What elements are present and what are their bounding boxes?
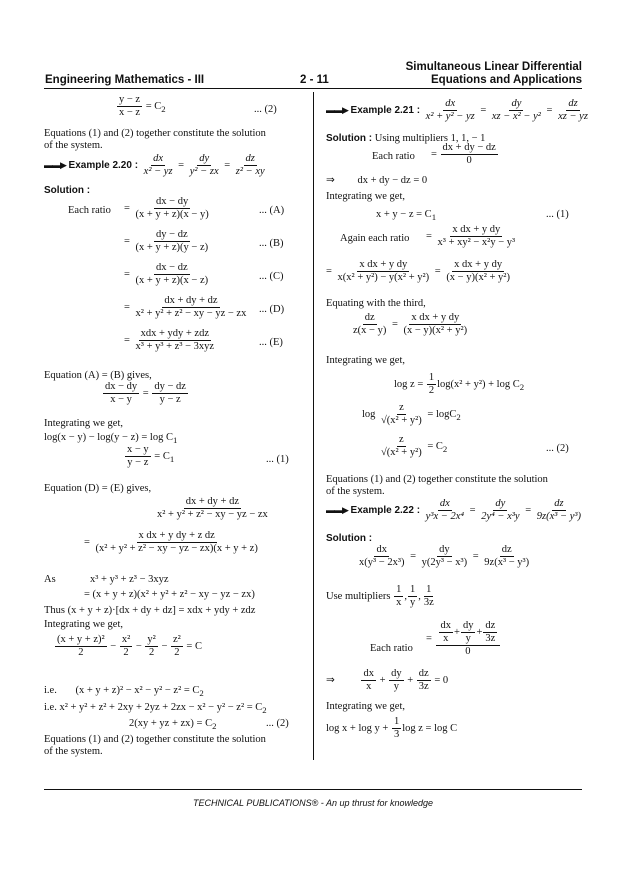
paragraph: Equating with the third,	[326, 298, 426, 309]
again-label: Again each ratio	[340, 233, 410, 244]
thus-line: Thus (x + y + z)·[dx + dy + dz] = xdx + ydy + zdz	[44, 605, 256, 616]
eq-AB: $\frac{dx - dy}{x - y}$ = $\frac{dy - dz}{y - z}$	[105, 381, 186, 405]
eq-label: ... (A)	[259, 205, 285, 216]
column-divider	[313, 92, 314, 760]
each-ratio-label: Each ratio	[68, 205, 111, 216]
paragraph: Equations (1) and (2) together constitute the solution	[44, 128, 266, 139]
eq-label: ... (E)	[259, 337, 283, 348]
chapter-title-line1: Simultaneous Linear Differential	[405, 61, 582, 73]
thus-label: Thus	[44, 605, 65, 616]
paragraph: Integrating we get,	[44, 418, 124, 429]
ratio-B: = $\frac{dy - dz}{(x + y + z)(y - z)}$	[124, 229, 209, 253]
paragraph: Integrating we get,	[326, 191, 406, 202]
arrow-icon: ▬▬▶	[326, 504, 348, 515]
eq-label: ... (2)	[254, 104, 277, 115]
use-multipliers-line: Use multipliers $\frac{1}{x}$ , $\frac{1}{y}$ , $\frac{1}{3z}$	[326, 584, 434, 608]
eq-label: ... (2)	[546, 443, 569, 454]
as-label: As	[44, 574, 56, 585]
implies-line-2: ⇒ $\frac{dx}{x}$ + $\frac{dy}{y}$ + $\frac{dz}{3z}$ = 0	[326, 668, 449, 692]
use-mult-label: Use multipliers	[326, 590, 391, 602]
arrow-icon: ▬▬▶	[44, 159, 66, 170]
implies-symbol: ⇒	[326, 674, 335, 686]
solution-label: Solution :	[44, 185, 91, 196]
eq-label: ... (B)	[259, 238, 284, 249]
eq-label: ... (C)	[259, 271, 284, 282]
implies-line	[326, 174, 427, 187]
eq-label: ... (1)	[266, 454, 289, 465]
example-2-20: ▬▬▶ Example 2.20 : $\frac{dx}{\text{x² − yz}}$ = $\frac{dy}{\text{y² − zx}}$ = $\frac{dz}{\text{z² − xy}}$	[44, 153, 265, 177]
example-2-21: ▬▬▶ Example 2.21 : $\frac{dx}{\text{x² + y² − yz}}$ = $\frac{dy}{\text{xz − x² − y²}}$ = $\frac{dz}{xz - yz}$	[326, 98, 588, 122]
ratio-222: $\frac{dx}{\text{x(y³ − 2x³)}}$ = $\frac{dy}{\text{y(2y³ − x³)}}$ = $\frac{dz}{\text{9z(x³ − y³)}}$	[359, 544, 530, 568]
footer-rule	[44, 789, 582, 790]
implies-symbol: ⇒	[326, 175, 335, 186]
log-c: log C	[434, 722, 458, 734]
ratio-A: = $\frac{dx - dy}{(x + y + z)(x - y)}$	[124, 196, 209, 220]
log-ratio-line: log $\frac{z}{\text{√(x² + y²)}}$ = logC$_2$	[362, 402, 461, 426]
ie-line-1: i.e. $(x + y + z)^2 - x^2 - y^2 - z^2 = C_2$	[44, 685, 204, 699]
ratio-D: = $\frac{dx + dy + dz}{\text{x² + y² + z² − xy − yz − zx}}$	[124, 295, 247, 319]
eq-xy-ratio: $\frac{x - y}{y - z}$ = $C_1$	[127, 444, 175, 468]
paragraph: Equations (1) and (2) together constitute the solution	[44, 734, 266, 745]
log-z-line: log z = $\frac{1}{2}$ $\log(x^2 + y^2) + \log C_2$	[394, 372, 525, 396]
arrow-icon: ▬▬▶	[326, 104, 348, 115]
ratio-C: = $\frac{dx - dz}{(x + y + z)(x - z)}$	[124, 262, 209, 286]
solution-label: Solution :	[326, 133, 373, 144]
third-ratio: $\frac{dz}{z(x - y)}$ = $\frac{\text{x dx + y dy}}{\text{(x − y)(x² + y²)}}$	[353, 312, 468, 336]
eq-label: ... (D)	[259, 304, 285, 315]
multipliers-text: Using multipliers 1, 1, − 1	[374, 133, 486, 144]
each-ratio-label: Each ratio	[370, 643, 413, 654]
footer-text: TECHNICAL PUBLICATIONS® - An up thrust for knowledge	[192, 798, 434, 808]
eq-label: ... (1)	[546, 209, 569, 220]
paragraph: of the system.	[326, 486, 385, 497]
final-eq: 2(xy + yz + $zx) = C_2$	[129, 718, 217, 732]
ratio-E: = $\frac{\text{xdx + ydy + zdz}}{\text{x³ + y³ + z³ − 3xyz}}$	[124, 328, 215, 352]
ie-line-2: i.e. $x^2 + y^2 + z^2 + 2xy + 2yz + 2zx - x^2 - y^2 - z^2 = C_2$	[44, 702, 267, 716]
book-title: Engineering Mathematics - III	[45, 74, 205, 86]
ratio-multipliers: = $\frac{dx}{x}$ + $\frac{dy}{y}$ + $\frac{dz}{3z}$ 0	[426, 620, 501, 658]
paragraph: of the system.	[44, 140, 103, 151]
example-2-22: ▬▬▶ Example 2.22 : $\frac{dx}{\text{y³x − 2x⁴}}$ = $\frac{dy}{\text{2y⁴ − x³y}}$ = $\frac{dz}{\text{9z(x³ − y³)}}$	[326, 498, 582, 522]
solution-label: Solution :	[326, 533, 373, 544]
header-rule	[44, 88, 582, 89]
eq-DE-bottom: = $\frac{\text{x dx + y dy + z dz}}{\text{(x² + y² + z² − xy − yz − zx)(x + y + z)}}$	[84, 530, 258, 554]
cube-identity-expanded: = (x + y + z)(x² + y² + z² − xy − yz − zx)	[84, 589, 255, 600]
paragraph: Equation (A) = (B) gives,	[44, 370, 152, 381]
page-number: 2 - 11	[300, 74, 329, 86]
ie-label: i.e.	[44, 702, 57, 713]
left-column	[44, 92, 306, 772]
factored-ratio: = $\frac{\text{x dx + y dy}}{\text{x(x² + y²) − y(x² + y²)}}$ = $\frac{\text{x dx + y dy}}{\text{(x − y)(x² + y²)}}$	[326, 259, 510, 283]
paragraph: Integrating we get,	[326, 701, 406, 712]
ie-label: i.e.	[44, 685, 57, 696]
right-column	[326, 92, 588, 772]
paragraph: Integrating we get,	[326, 355, 406, 366]
paragraph: Equations (1) and (2) together constitute the solution	[326, 474, 548, 485]
ratio-zero: = $\frac{dx + dy - dz}{0}$	[431, 142, 496, 166]
again-ratio: = $\frac{\text{x dx + y dy}}{\text{x³ + xy² − x²y − y³}}$	[426, 224, 516, 248]
ratio-c2-line: $\frac{z}{\text{√(x² + y²)}}$ = $C_2$	[381, 434, 448, 458]
paragraph: Integrating we get,	[44, 619, 124, 630]
example-label: Example 2.20 :	[68, 159, 139, 171]
cube-identity: x³ + y³ + z³ − 3xyz	[90, 574, 169, 585]
integrated-eq: $\frac{\text{(x + y + z)²}}{2}$ − $\frac{\text{x²}}{2}$ − $\frac{\text{y²}}{2}$ − $\frac{\text{z²}}{2}$ = C	[57, 634, 202, 658]
paragraph: of the system.	[44, 746, 103, 757]
each-ratio-label: Each ratio	[372, 151, 415, 162]
example-label: Example 2.22 :	[350, 504, 421, 516]
example-label: Example 2.21 :	[350, 104, 421, 116]
eq-label: ... (2)	[266, 718, 289, 729]
eq-DE-top: $\frac{dx + dy + dz}{\text{x² + y² + z² − xy − yz − zx}}$	[157, 496, 268, 520]
chapter-title-line2: Equations and Applications	[431, 74, 582, 86]
eq-yz-ratio: $\frac{y - z}{x - z}$ = $C_2$	[119, 94, 166, 118]
final-log-line: log x + log y + $\frac{1}{3}$ log z = log C	[326, 716, 458, 740]
dx-line: dx + dy − dz = 0	[357, 175, 428, 186]
paragraph: Equation (D) = (E) gives,	[44, 483, 152, 494]
log-line: $\log(x - y) - \log(y - z) = \log C_1$	[44, 432, 178, 446]
xyz-line: $x + y - z = C_1$	[376, 209, 437, 223]
